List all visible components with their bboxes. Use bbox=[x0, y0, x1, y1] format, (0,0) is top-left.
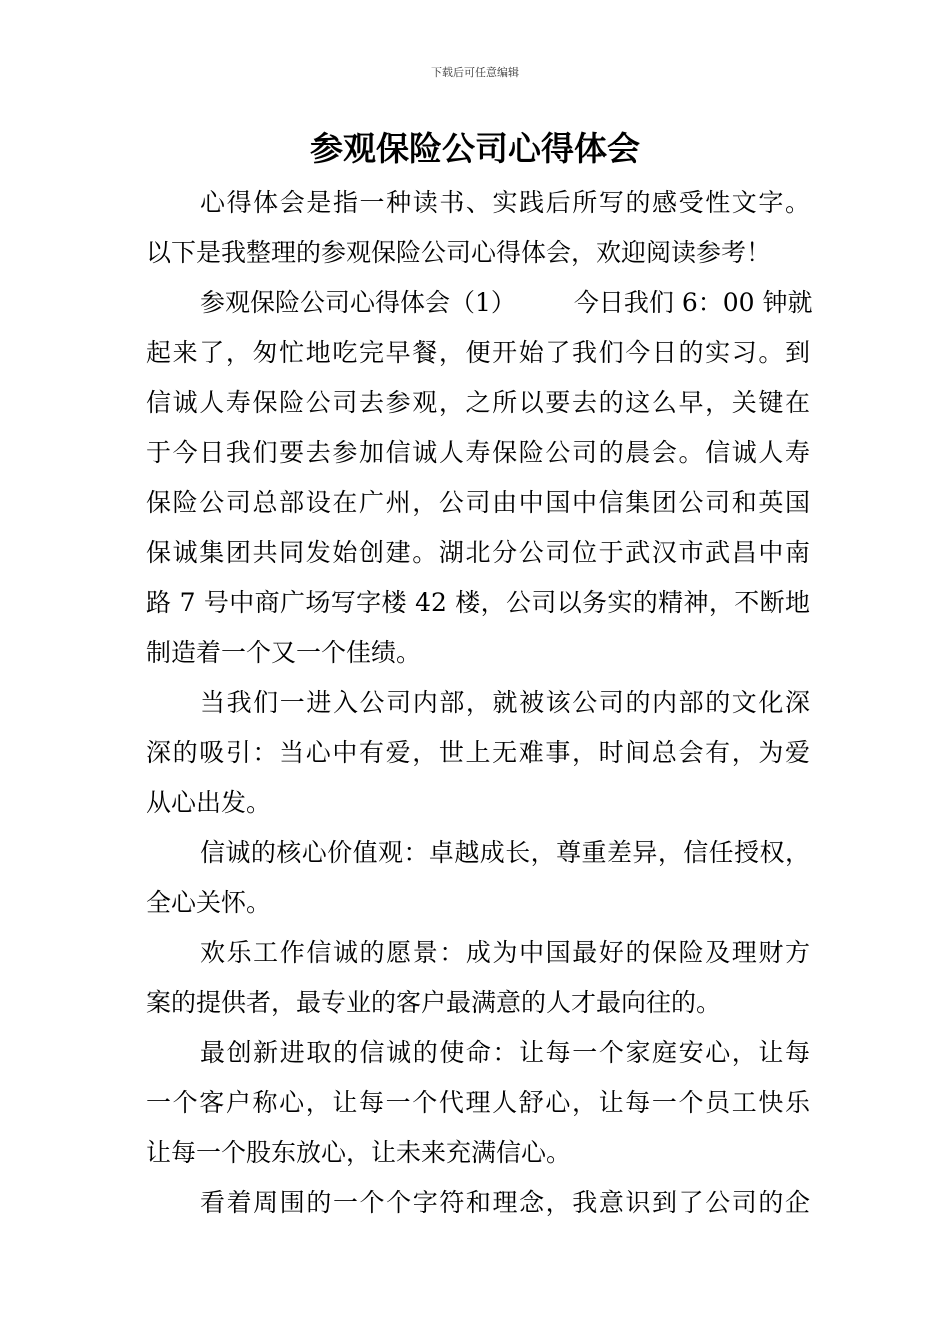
text-line-with-heading bbox=[146, 278, 813, 328]
text-line: 保诚集团共同发始创建。湖北分公司位于武汉市武昌中南 bbox=[146, 538, 810, 567]
text-line: 信诚人寿保险公司去参观，之所以要去的这么早，关键在 bbox=[146, 388, 810, 417]
paragraph-core-values bbox=[146, 828, 810, 928]
text-line: 路 7 号中商广场写字楼 42 楼，公司以务实的精神，不断地 bbox=[146, 588, 810, 617]
document-title: 参观保险公司心得体会 bbox=[310, 129, 640, 168]
paragraph-reflection bbox=[146, 1178, 810, 1228]
text-line: 从心出发。 bbox=[146, 788, 272, 817]
text-line: 案的提供者，最专业的客户最满意的人才最向往的。 bbox=[146, 988, 722, 1017]
text-line: 最创新进取的信诚的使命：让每一个家庭安心，让每 bbox=[200, 1038, 810, 1067]
text-line: 欢乐工作信诚的愿景：成为中国最好的保险及理财方 bbox=[200, 938, 810, 967]
text-line: 一个客户称心，让每一个代理人舒心，让每一个员工快乐 bbox=[146, 1088, 810, 1117]
text-line: 保险公司总部设在广州，公司由中国中信集团公司和英国 bbox=[146, 488, 810, 517]
text-line: 制造着一个又一个佳绩。 bbox=[146, 638, 422, 667]
document-body bbox=[146, 178, 813, 1228]
text-line: 以下是我整理的参观保险公司心得体会，欢迎阅读参考！ bbox=[146, 238, 772, 267]
paragraph-mission bbox=[146, 1028, 810, 1178]
paragraph-vision bbox=[146, 928, 810, 1028]
paragraph-section-1 bbox=[146, 278, 813, 678]
paragraph-culture bbox=[146, 678, 810, 828]
text-line: 心得体会是指一种读书、实践后所写的感受性文字。 bbox=[200, 188, 810, 217]
section-heading: 参观保险公司心得体会（1） bbox=[200, 288, 516, 317]
paragraph-intro bbox=[146, 178, 810, 278]
text-line: 让每一个股东放心，让未来充满信心。 bbox=[146, 1138, 572, 1167]
text-line: 看着周围的一个个字符和理念，我意识到了公司的企 bbox=[200, 1188, 810, 1217]
text-line: 信诚的核心价值观：卓越成长，尊重差异，信任授权， bbox=[200, 838, 810, 867]
text-line: 当我们一进入公司内部，就被该公司的内部的文化深 bbox=[200, 688, 810, 717]
text-line: 于今日我们要去参加信诚人寿保险公司的晨会。信诚人寿 bbox=[146, 438, 810, 467]
text-line: 深的吸引：当心中有爱，世上无难事，时间总会有，为爱 bbox=[146, 738, 810, 767]
text-line: 全心关怀。 bbox=[146, 888, 272, 917]
text-line: 今日我们 6：00 钟就 bbox=[573, 288, 813, 317]
header-note: 下载后可任意编辑 bbox=[431, 66, 519, 79]
text-line: 起来了，匆忙地吃完早餐，便开始了我们今日的实习。到 bbox=[146, 338, 810, 367]
